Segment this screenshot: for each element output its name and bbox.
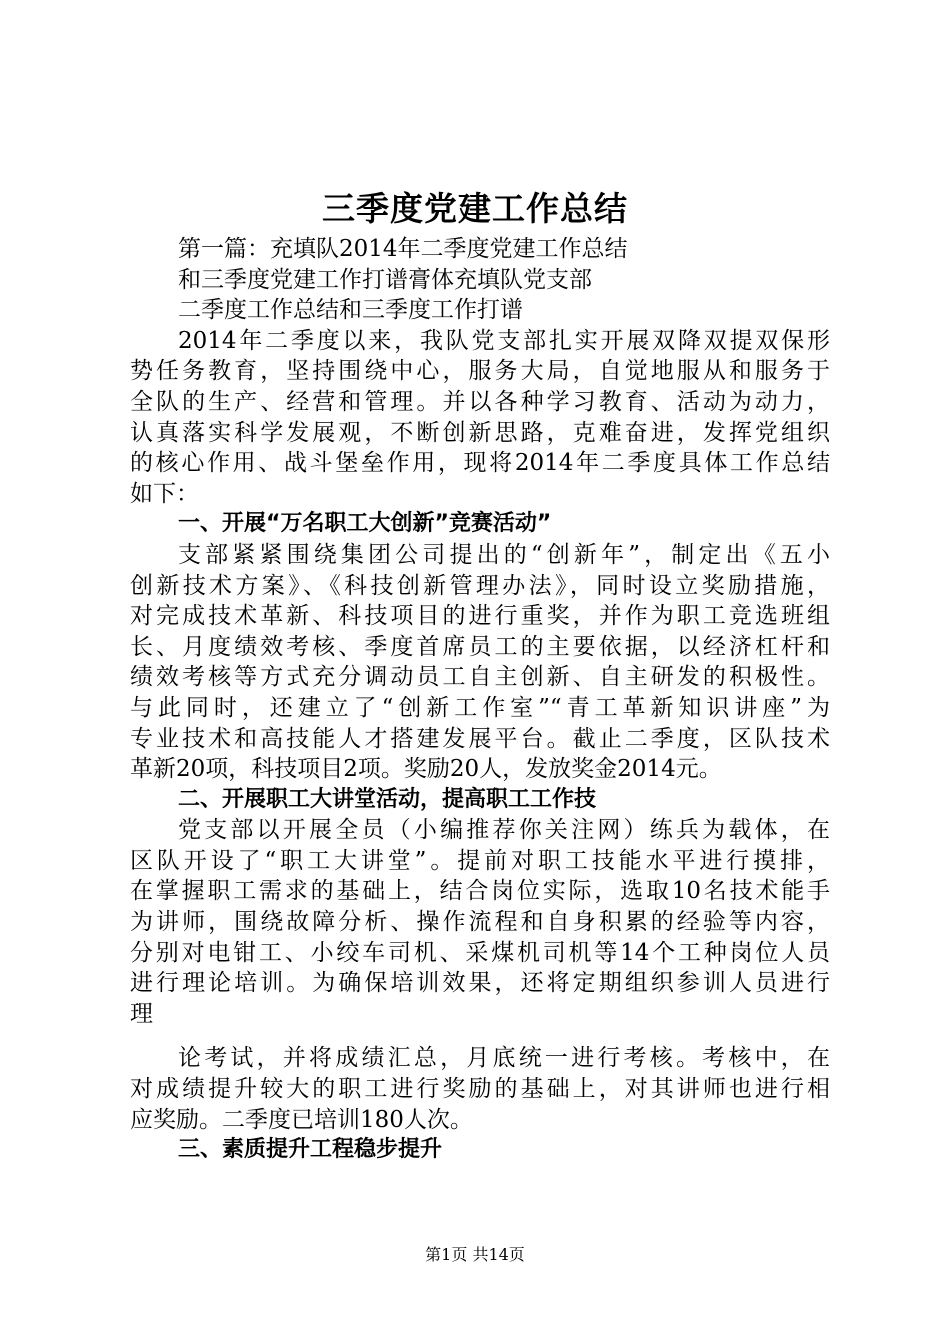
paragraph-line: 的核心作用、战斗堡垒作用，现将2014年二季度具体工作总结	[130, 450, 830, 477]
paragraph-line: 与此同时，还建立了“创新工作室”“青工革新知识讲座”为	[130, 694, 830, 721]
paragraph-line: 势任务教育，坚持围绕中心，服务大局，自觉地服从和服务于	[130, 358, 830, 385]
paragraph-line: 专业技术和高技能人才搭建发展平台。截止二季度，区队技术	[130, 725, 830, 752]
paragraph-line: 如下：	[130, 480, 199, 507]
paragraph-line: 全队的生产、经营和管理。并以各种学习教育、活动为动力，	[130, 388, 830, 415]
paragraph-gap	[130, 1029, 830, 1043]
paragraph-line: 理	[130, 1000, 153, 1027]
document-title: 三季度党建工作总结	[322, 189, 628, 228]
paragraph-line: 应奖励。二季度已培训180人次。	[130, 1106, 473, 1133]
paragraph-line: 分别对电钳工、小绞车司机、采煤机司机等14个工种岗位人员	[130, 939, 830, 966]
paragraph-line: 对完成技术革新、科技项目的进行重奖，并作为职工竞选班组	[130, 603, 830, 630]
section-heading: 三、素质提升工程稳步提升	[178, 1137, 443, 1163]
section-heading: 一、开展“万名职工大创新”竞赛活动”	[178, 511, 552, 537]
paragraph-line: 为讲师，围绕故障分析、操作流程和自身积累的经验等内容，	[130, 909, 830, 936]
paragraph-line: 党支部以开展全员（小编推荐你关注网）练兵为载体，在	[178, 817, 830, 844]
document-body	[130, 234, 830, 1166]
paragraph-line: 创新技术方案》、《科技创新管理办法》，同时设立奖励措施，	[130, 572, 830, 599]
subtitle-line: 第一篇：充填队2014年二季度党建工作总结	[178, 236, 628, 262]
paragraph-line: 对成绩提升较大的职工进行奖励的基础上，对其讲师也进行相	[130, 1076, 830, 1103]
subtitle-line: 和三季度党建工作打谱膏体充填队党支部	[178, 266, 592, 293]
paragraph-line: 认真落实科学发展观，不断创新思路，克难奋进，发挥党组织	[130, 419, 830, 446]
paragraph-line: 在掌握职工需求的基础上，结合岗位实际，选取10名技术能手	[130, 878, 830, 905]
paragraph-line: 论考试，并将成绩汇总，月底统一进行考核。考核中，在	[178, 1045, 830, 1072]
page-number-footer: 第1页 共14页	[425, 1245, 525, 1264]
paragraph-line: 革新20项，科技项目2项。奖励20人，发放奖金2014元。	[130, 756, 722, 783]
paragraph-line: 支部紧紧围绕集团公司提出的“创新年”，制定出《五小	[178, 541, 830, 568]
paragraph-line: 进行理论培训。为确保培训效果，还将定期组织参训人员进行	[130, 970, 830, 997]
paragraph-line: 绩效考核等方式充分调动员工自主创新、自主研发的积极性。	[130, 664, 830, 691]
paragraph-line: 2014年二季度以来，我队党支部扎实开展双降双提双保形	[178, 327, 830, 354]
paragraph-line: 长、月度绩效考核、季度首席员工的主要依据，以经济杠杆和	[130, 633, 830, 660]
section-heading: 二、开展职工大讲堂活动，提高职工工作技	[178, 786, 597, 812]
paragraph-line: 区队开设了“职工大讲堂”。提前对职工技能水平进行摸排，	[130, 847, 830, 874]
subtitle-line: 二季度工作总结和三季度工作打谱	[178, 297, 523, 324]
